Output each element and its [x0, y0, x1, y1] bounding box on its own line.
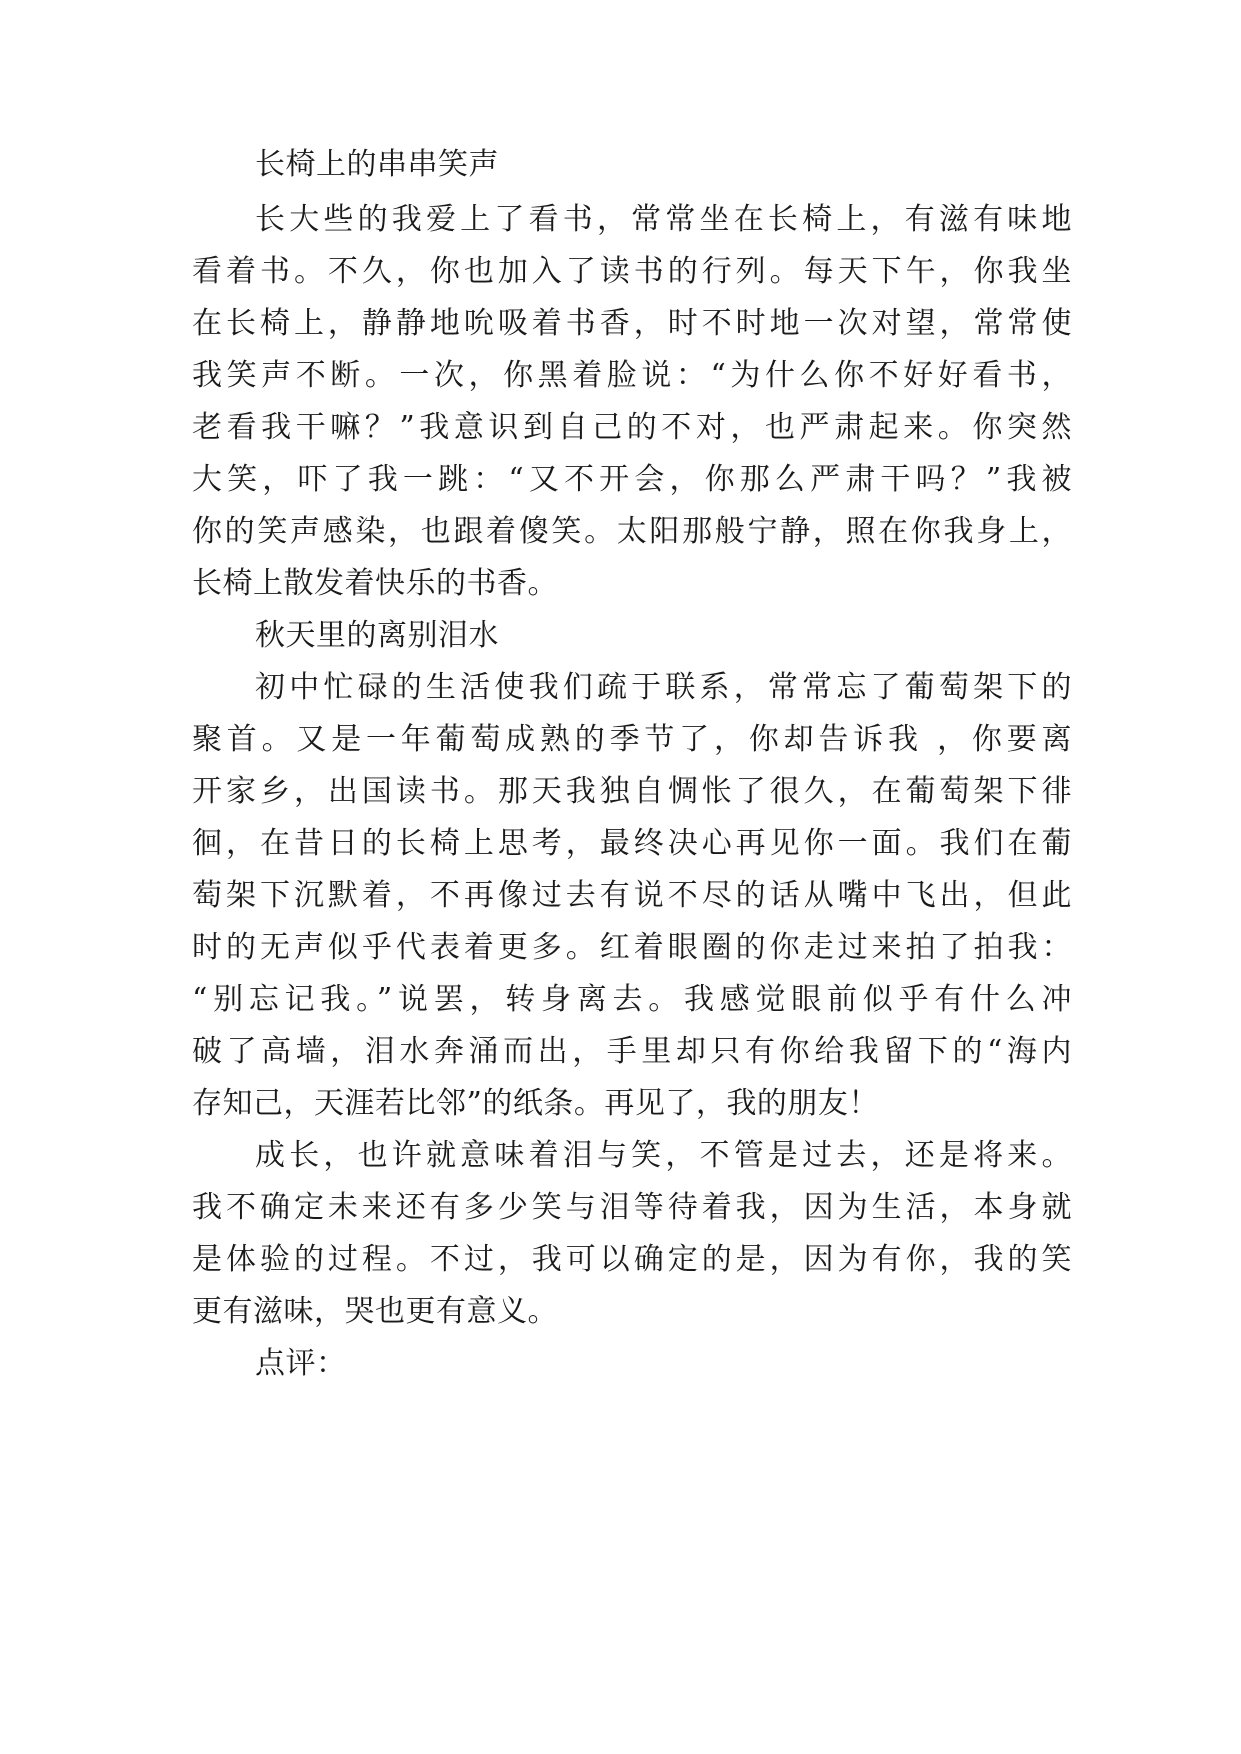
paragraph-line: 萄架下沉默着，不再像过去有说不尽的话从嘴中飞出，但此 [192, 878, 1072, 913]
paragraph-line: 破了高墙，泪水奔涌而出，手里却只有你给我留下的“海内 [192, 1034, 1072, 1069]
paragraph-line: 开家乡，出国读书。那天我独自惆怅了很久，在葡萄架下徘 [192, 774, 1072, 809]
paragraph-line: 是体验的过程。不过，我可以确定的是，因为有你，我的笑 [192, 1242, 1072, 1277]
paragraph-line: 看着书。不久，你也加入了读书的行列。每天下午，你我坐 [192, 254, 1072, 289]
paragraph-line: 成长，也许就意味着泪与笑，不管是过去，还是将来。 [255, 1138, 1072, 1173]
paragraph-line: 聚首。又是一年葡萄成熟的季节了，你却告诉我 ，你要离 [192, 722, 1072, 757]
paragraph-line: 我不确定未来还有多少笑与泪等待着我，因为生活，本身就 [192, 1190, 1072, 1225]
section-heading-bench-laughter: 长椅上的串串笑声 [255, 147, 499, 182]
section-heading-autumn-tears: 秋天里的离别泪水 [255, 618, 499, 653]
paragraph-line: 我笑声不断。一次，你黑着脸说：“为什么你不好好看书， [192, 358, 1072, 393]
paragraph-line: 在长椅上，静静地吮吸着书香，时不时地一次对望，常常使 [192, 306, 1072, 341]
paragraph-line: 存知己，天涯若比邻”的纸条。再见了，我的朋友！ [192, 1086, 879, 1121]
paragraph-line: 更有滋味，哭也更有意义。 [192, 1294, 558, 1329]
paragraph-line: 大笑，吓了我一跳：“又不开会，你那么严肃干吗？”我被 [192, 462, 1072, 497]
paragraph-line: 你的笑声感染，也跟着傻笑。太阳那般宁静，照在你我身上， [192, 514, 1072, 549]
comment-heading: 点评： [255, 1346, 347, 1381]
paragraph-line: 长椅上散发着快乐的书香。 [192, 566, 558, 601]
paragraph-line: 老看我干嘛？”我意识到自己的不对，也严肃起来。你突然 [192, 410, 1072, 445]
paragraph-line: 时的无声似乎代表着更多。红着眼圈的你走过来拍了拍我： [192, 930, 1072, 965]
paragraph-line: 长大些的我爱上了看书，常常坐在长椅上，有滋有味地 [255, 202, 1072, 237]
paragraph-line: 初中忙碌的生活使我们疏于联系，常常忘了葡萄架下的 [255, 670, 1072, 705]
paragraph-line: “别忘记我。”说罢，转身离去。我感觉眼前似乎有什么冲 [192, 982, 1072, 1017]
paragraph-line: 徊，在昔日的长椅上思考，最终决心再见你一面。我们在葡 [192, 826, 1072, 861]
